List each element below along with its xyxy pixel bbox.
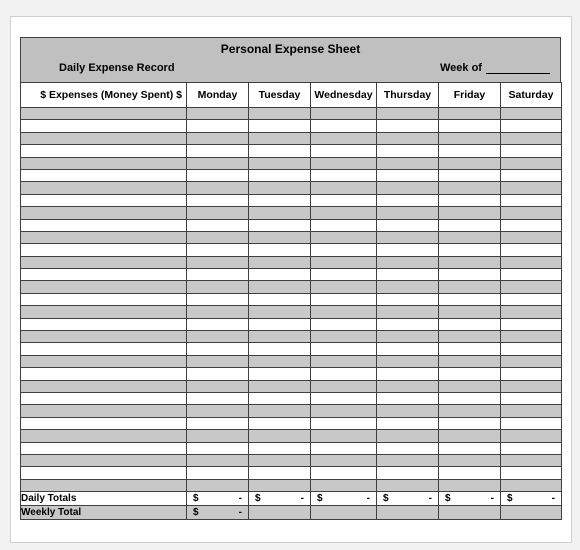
- expense-amount-cell[interactable]: [187, 430, 249, 442]
- expense-amount-cell[interactable]: [187, 331, 249, 343]
- expense-amount-cell[interactable]: [311, 343, 377, 355]
- expense-amount-cell[interactable]: [501, 293, 562, 305]
- expense-amount-cell[interactable]: [501, 368, 562, 380]
- expense-amount-cell[interactable]: [249, 157, 311, 169]
- expense-amount-cell[interactable]: [249, 182, 311, 194]
- expense-amount-cell[interactable]: [187, 368, 249, 380]
- expense-amount-cell[interactable]: [311, 256, 377, 268]
- expense-description-cell[interactable]: [21, 169, 187, 181]
- expense-amount-cell[interactable]: [187, 454, 249, 466]
- expense-amount-cell[interactable]: [311, 231, 377, 243]
- column-header: $ Expenses (Money Spent) $: [21, 83, 187, 108]
- expense-description-cell[interactable]: [21, 442, 187, 454]
- expense-amount-cell[interactable]: [187, 169, 249, 181]
- expense-amount-cell[interactable]: [249, 392, 311, 404]
- weekly-total-cell: $ -: [187, 506, 249, 520]
- expense-description-cell[interactable]: [21, 392, 187, 404]
- expense-description-cell[interactable]: [21, 343, 187, 355]
- expense-amount-cell[interactable]: [439, 120, 501, 132]
- empty-cell: [311, 506, 377, 520]
- expense-amount-cell[interactable]: [439, 442, 501, 454]
- daily-total-cell: $ -: [311, 492, 377, 506]
- sheet-subtitle: Daily Expense Record: [59, 62, 175, 74]
- expense-amount-cell[interactable]: [249, 380, 311, 392]
- column-header: Tuesday: [249, 83, 311, 108]
- weekly-total-label: Weekly Total: [21, 506, 187, 520]
- expense-row: [21, 454, 562, 466]
- expense-amount-cell[interactable]: [439, 207, 501, 219]
- expense-description-cell[interactable]: [21, 108, 187, 120]
- expense-description-cell[interactable]: [21, 306, 187, 318]
- expense-amount-cell[interactable]: [377, 182, 439, 194]
- expense-amount-cell[interactable]: [439, 157, 501, 169]
- daily-totals-label: Daily Totals: [21, 492, 187, 506]
- expense-amount-cell[interactable]: [439, 169, 501, 181]
- expense-amount-cell[interactable]: [249, 430, 311, 442]
- expense-amount-cell[interactable]: [187, 405, 249, 417]
- expense-description-cell[interactable]: [21, 145, 187, 157]
- expense-amount-cell[interactable]: [187, 293, 249, 305]
- expense-amount-cell[interactable]: [377, 194, 439, 206]
- expense-row: [21, 157, 562, 169]
- expense-row: [21, 132, 562, 144]
- expense-row: [21, 380, 562, 392]
- expense-row: [21, 479, 562, 491]
- expense-row: [21, 231, 562, 243]
- expense-amount-cell[interactable]: [249, 318, 311, 330]
- expense-amount-cell[interactable]: [311, 194, 377, 206]
- expense-amount-cell[interactable]: [311, 467, 377, 479]
- expense-amount-cell[interactable]: [249, 306, 311, 318]
- expense-row: [21, 244, 562, 256]
- expense-description-cell[interactable]: [21, 417, 187, 429]
- expense-amount-cell[interactable]: [501, 430, 562, 442]
- expense-amount-cell[interactable]: [501, 392, 562, 404]
- expense-row: [21, 145, 562, 157]
- expense-amount-cell[interactable]: [439, 454, 501, 466]
- expense-amount-cell[interactable]: [439, 343, 501, 355]
- expense-row: [21, 256, 562, 268]
- expense-amount-cell[interactable]: [439, 231, 501, 243]
- expense-amount-cell[interactable]: [439, 318, 501, 330]
- expense-table: [20, 82, 562, 520]
- expense-amount-cell[interactable]: [501, 120, 562, 132]
- expense-amount-cell[interactable]: [187, 157, 249, 169]
- expense-amount-cell[interactable]: [439, 430, 501, 442]
- expense-row: [21, 120, 562, 132]
- expense-description-cell[interactable]: [21, 331, 187, 343]
- expense-amount-cell[interactable]: [311, 120, 377, 132]
- expense-amount-cell[interactable]: [311, 417, 377, 429]
- expense-amount-cell[interactable]: [311, 306, 377, 318]
- column-header-row: [21, 83, 562, 108]
- expense-amount-cell[interactable]: [249, 405, 311, 417]
- expense-description-cell[interactable]: [21, 479, 187, 491]
- expense-amount-cell[interactable]: [311, 479, 377, 491]
- expense-amount-cell[interactable]: [187, 108, 249, 120]
- expense-amount-cell[interactable]: [249, 442, 311, 454]
- expense-amount-cell[interactable]: [377, 231, 439, 243]
- expense-amount-cell[interactable]: [187, 355, 249, 367]
- daily-total-cell: $ -: [249, 492, 311, 506]
- expense-amount-cell[interactable]: [439, 479, 501, 491]
- expense-amount-cell[interactable]: [439, 467, 501, 479]
- expense-description-cell[interactable]: [21, 318, 187, 330]
- empty-cell: [501, 506, 562, 520]
- daily-total-cell: $ -: [377, 492, 439, 506]
- expense-amount-cell[interactable]: [501, 405, 562, 417]
- expense-amount-cell[interactable]: [311, 392, 377, 404]
- expense-amount-cell[interactable]: [249, 108, 311, 120]
- expense-amount-cell[interactable]: [311, 157, 377, 169]
- expense-description-cell[interactable]: [21, 269, 187, 281]
- expense-amount-cell[interactable]: [377, 392, 439, 404]
- expense-amount-cell[interactable]: [377, 244, 439, 256]
- expense-amount-cell[interactable]: [501, 145, 562, 157]
- expense-amount-cell[interactable]: [377, 430, 439, 442]
- expense-amount-cell[interactable]: [501, 417, 562, 429]
- expense-amount-cell[interactable]: [377, 145, 439, 157]
- expense-amount-cell[interactable]: [311, 269, 377, 281]
- weekly-total-row: [21, 506, 562, 520]
- expense-amount-cell[interactable]: [377, 169, 439, 181]
- expense-amount-cell[interactable]: [249, 331, 311, 343]
- expense-amount-cell[interactable]: [377, 157, 439, 169]
- daily-total-cell: $ -: [501, 492, 562, 506]
- expense-row: [21, 355, 562, 367]
- expense-row: [21, 207, 562, 219]
- expense-amount-cell[interactable]: [249, 145, 311, 157]
- empty-cell: [249, 506, 311, 520]
- expense-amount-cell[interactable]: [249, 256, 311, 268]
- expense-amount-cell[interactable]: [377, 479, 439, 491]
- expense-amount-cell[interactable]: [501, 380, 562, 392]
- expense-amount-cell[interactable]: [311, 244, 377, 256]
- expense-amount-cell[interactable]: [501, 108, 562, 120]
- expense-amount-cell[interactable]: [501, 355, 562, 367]
- expense-amount-cell[interactable]: [501, 231, 562, 243]
- expense-amount-cell[interactable]: [311, 380, 377, 392]
- expense-amount-cell[interactable]: [311, 368, 377, 380]
- expense-amount-cell[interactable]: [187, 467, 249, 479]
- expense-amount-cell[interactable]: [501, 207, 562, 219]
- expense-amount-cell[interactable]: [377, 331, 439, 343]
- expense-amount-cell[interactable]: [311, 355, 377, 367]
- expense-amount-cell[interactable]: [377, 256, 439, 268]
- expense-row: [21, 467, 562, 479]
- expense-amount-cell[interactable]: [249, 244, 311, 256]
- expense-amount-cell[interactable]: [311, 318, 377, 330]
- expense-amount-cell[interactable]: [311, 454, 377, 466]
- expense-amount-cell[interactable]: [187, 145, 249, 157]
- expense-amount-cell[interactable]: [439, 417, 501, 429]
- expense-amount-cell[interactable]: [249, 368, 311, 380]
- expense-amount-cell[interactable]: [311, 331, 377, 343]
- expense-amount-cell[interactable]: [501, 256, 562, 268]
- expense-amount-cell[interactable]: [439, 108, 501, 120]
- expense-row: [21, 331, 562, 343]
- expense-row: [21, 343, 562, 355]
- expense-row: [21, 368, 562, 380]
- expense-amount-cell[interactable]: [501, 442, 562, 454]
- expense-amount-cell[interactable]: [439, 182, 501, 194]
- expense-row: [21, 108, 562, 120]
- expense-description-cell[interactable]: [21, 182, 187, 194]
- expense-amount-cell[interactable]: [187, 306, 249, 318]
- expense-amount-cell[interactable]: [439, 368, 501, 380]
- expense-amount-cell[interactable]: [187, 269, 249, 281]
- expense-amount-cell[interactable]: [501, 479, 562, 491]
- expense-description-cell[interactable]: [21, 219, 187, 231]
- column-header: Thursday: [377, 83, 439, 108]
- expense-amount-cell[interactable]: [311, 405, 377, 417]
- expense-amount-cell[interactable]: [501, 343, 562, 355]
- expense-row: [21, 405, 562, 417]
- expense-amount-cell[interactable]: [439, 380, 501, 392]
- expense-amount-cell[interactable]: [187, 132, 249, 144]
- expense-description-cell[interactable]: [21, 454, 187, 466]
- expense-amount-cell[interactable]: [311, 442, 377, 454]
- expense-amount-cell[interactable]: [249, 194, 311, 206]
- expense-amount-cell[interactable]: [501, 331, 562, 343]
- expense-amount-cell[interactable]: [187, 256, 249, 268]
- expense-amount-cell[interactable]: [501, 182, 562, 194]
- expense-description-cell[interactable]: [21, 380, 187, 392]
- expense-amount-cell[interactable]: [249, 479, 311, 491]
- expense-amount-cell[interactable]: [249, 355, 311, 367]
- sheet-title: Personal Expense Sheet: [220, 42, 361, 56]
- expense-description-cell[interactable]: [21, 207, 187, 219]
- expense-amount-cell[interactable]: [249, 454, 311, 466]
- expense-amount-cell[interactable]: [187, 244, 249, 256]
- column-header: Saturday: [501, 83, 562, 108]
- expense-row: [21, 169, 562, 181]
- expense-amount-cell[interactable]: [249, 207, 311, 219]
- empty-cell: [377, 506, 439, 520]
- expense-amount-cell[interactable]: [439, 281, 501, 293]
- expense-amount-cell[interactable]: [439, 355, 501, 367]
- expense-amount-cell[interactable]: [501, 194, 562, 206]
- daily-totals-row: [21, 492, 562, 506]
- expense-amount-cell[interactable]: [249, 120, 311, 132]
- expense-amount-cell[interactable]: [187, 207, 249, 219]
- expense-amount-cell[interactable]: [439, 194, 501, 206]
- expense-amount-cell[interactable]: [377, 281, 439, 293]
- expense-amount-cell[interactable]: [249, 343, 311, 355]
- expense-amount-cell[interactable]: [187, 442, 249, 454]
- expense-amount-cell[interactable]: [311, 145, 377, 157]
- expense-amount-cell[interactable]: [311, 132, 377, 144]
- expense-amount-cell[interactable]: [249, 269, 311, 281]
- expense-row: [21, 281, 562, 293]
- expense-amount-cell[interactable]: [377, 417, 439, 429]
- expense-amount-cell[interactable]: [249, 417, 311, 429]
- column-header: Monday: [187, 83, 249, 108]
- expense-amount-cell[interactable]: [187, 479, 249, 491]
- expense-amount-cell[interactable]: [311, 108, 377, 120]
- expense-description-cell[interactable]: [21, 430, 187, 442]
- expense-amount-cell[interactable]: [187, 318, 249, 330]
- expense-amount-cell[interactable]: [439, 331, 501, 343]
- expense-amount-cell[interactable]: [377, 293, 439, 305]
- daily-total-cell: $ -: [439, 492, 501, 506]
- expense-description-cell[interactable]: [21, 120, 187, 132]
- expense-row: [21, 392, 562, 404]
- expense-amount-cell[interactable]: [249, 293, 311, 305]
- expense-amount-cell[interactable]: [501, 306, 562, 318]
- expense-description-cell[interactable]: [21, 231, 187, 243]
- expense-amount-cell[interactable]: [501, 467, 562, 479]
- expense-description-cell[interactable]: [21, 132, 187, 144]
- expense-amount-cell[interactable]: [501, 244, 562, 256]
- expense-amount-cell[interactable]: [249, 467, 311, 479]
- expense-amount-cell[interactable]: [439, 405, 501, 417]
- expense-amount-cell[interactable]: [377, 120, 439, 132]
- week-of-line[interactable]: [486, 63, 550, 74]
- expense-amount-cell[interactable]: [249, 169, 311, 181]
- expense-amount-cell[interactable]: [377, 368, 439, 380]
- week-of-label: Week of: [440, 62, 482, 74]
- expense-amount-cell[interactable]: [377, 467, 439, 479]
- expense-amount-cell[interactable]: [377, 405, 439, 417]
- expense-amount-cell[interactable]: [377, 454, 439, 466]
- expense-amount-cell[interactable]: [377, 269, 439, 281]
- expense-description-cell[interactable]: [21, 467, 187, 479]
- sheet-header: [20, 37, 561, 83]
- expense-amount-cell[interactable]: [187, 120, 249, 132]
- expense-amount-cell[interactable]: [439, 306, 501, 318]
- expense-amount-cell[interactable]: [187, 182, 249, 194]
- expense-amount-cell[interactable]: [439, 256, 501, 268]
- expense-amount-cell[interactable]: [501, 318, 562, 330]
- expense-amount-cell[interactable]: [187, 231, 249, 243]
- expense-row: [21, 269, 562, 281]
- expense-amount-cell[interactable]: [377, 306, 439, 318]
- expense-amount-cell[interactable]: [311, 293, 377, 305]
- expense-amount-cell[interactable]: [377, 132, 439, 144]
- expense-amount-cell[interactable]: [377, 380, 439, 392]
- expense-amount-cell[interactable]: [187, 392, 249, 404]
- expense-description-cell[interactable]: [21, 368, 187, 380]
- expense-amount-cell[interactable]: [501, 269, 562, 281]
- expense-amount-cell[interactable]: [187, 219, 249, 231]
- expense-amount-cell[interactable]: [439, 293, 501, 305]
- expense-amount-cell[interactable]: [377, 355, 439, 367]
- expense-amount-cell[interactable]: [311, 430, 377, 442]
- expense-description-cell[interactable]: [21, 157, 187, 169]
- expense-amount-cell[interactable]: [501, 157, 562, 169]
- expense-row: [21, 182, 562, 194]
- expense-amount-cell[interactable]: [377, 442, 439, 454]
- expense-row: [21, 219, 562, 231]
- expense-row: [21, 442, 562, 454]
- expense-amount-cell[interactable]: [311, 169, 377, 181]
- expense-amount-cell[interactable]: [187, 281, 249, 293]
- expense-row: [21, 293, 562, 305]
- expense-amount-cell[interactable]: [501, 219, 562, 231]
- expense-amount-cell[interactable]: [311, 219, 377, 231]
- expense-amount-cell[interactable]: [187, 380, 249, 392]
- expense-amount-cell[interactable]: [377, 207, 439, 219]
- expense-amount-cell[interactable]: [187, 194, 249, 206]
- expense-amount-cell[interactable]: [249, 132, 311, 144]
- expense-amount-cell[interactable]: [249, 219, 311, 231]
- expense-amount-cell[interactable]: [377, 108, 439, 120]
- expense-amount-cell[interactable]: [439, 145, 501, 157]
- expense-amount-cell[interactable]: [187, 417, 249, 429]
- expense-amount-cell[interactable]: [439, 219, 501, 231]
- week-of-field[interactable]: [440, 62, 550, 74]
- daily-total-cell: $ -: [187, 492, 249, 506]
- expense-amount-cell[interactable]: [439, 269, 501, 281]
- expense-amount-cell[interactable]: [187, 343, 249, 355]
- expense-row: [21, 430, 562, 442]
- expense-description-cell[interactable]: [21, 194, 187, 206]
- expense-row: [21, 194, 562, 206]
- expense-row: [21, 318, 562, 330]
- expense-amount-cell[interactable]: [439, 392, 501, 404]
- expense-amount-cell[interactable]: [501, 281, 562, 293]
- expense-amount-cell[interactable]: [501, 132, 562, 144]
- column-header: Friday: [439, 83, 501, 108]
- expense-amount-cell[interactable]: [311, 182, 377, 194]
- expense-description-cell[interactable]: [21, 256, 187, 268]
- expense-description-cell[interactable]: [21, 405, 187, 417]
- empty-cell: [439, 506, 501, 520]
- expense-description-cell[interactable]: [21, 281, 187, 293]
- expense-description-cell[interactable]: [21, 244, 187, 256]
- expense-row: [21, 417, 562, 429]
- expense-amount-cell[interactable]: [311, 281, 377, 293]
- expense-amount-cell[interactable]: [249, 281, 311, 293]
- expense-amount-cell[interactable]: [501, 454, 562, 466]
- expense-description-cell[interactable]: [21, 355, 187, 367]
- expense-amount-cell[interactable]: [377, 343, 439, 355]
- expense-description-cell[interactable]: [21, 293, 187, 305]
- expense-amount-cell[interactable]: [311, 207, 377, 219]
- expense-amount-cell[interactable]: [377, 318, 439, 330]
- expense-amount-cell[interactable]: [439, 132, 501, 144]
- expense-amount-cell[interactable]: [439, 244, 501, 256]
- column-header: Wednesday: [311, 83, 377, 108]
- expense-amount-cell[interactable]: [249, 231, 311, 243]
- expense-amount-cell[interactable]: [501, 169, 562, 181]
- expense-amount-cell[interactable]: [377, 219, 439, 231]
- expense-row: [21, 306, 562, 318]
